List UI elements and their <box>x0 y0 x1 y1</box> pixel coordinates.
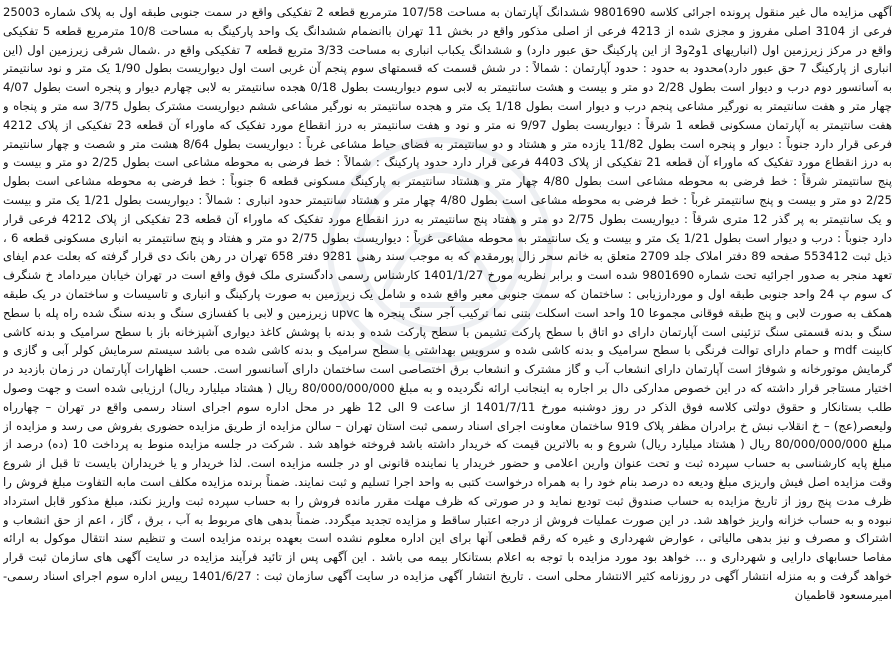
notice-body-text: آگهی مزایده مال غیر منقول پرونده اجرائی کلاسه 9801690 ششدانگ آپارتمان به مساحت 107/58 مترمربع قطعه 2 تفکیکی واقع در سمت جنوبی طبقه اول به پلاک شماره 25003 فرعی از 3104 اصلی مفروز و مجزی شده از 4213 فرعی از اصلی مذکور واقع در بخش 11 تهران باانضمام ششدانگ یک واحد پارکینگ به مساحت 10/8 مترمربع قطعه 5 تفکیکی واقع در مرکز زیرزمین اول (انباریهای 1و2و3 از این پارکینگ حق عبور دارد) و ششدانگ یکباب انباری به مساحت 3/33 متربع قطعه 7 تفکیکی واقع در .شمال شرقی زیرزمین اول (این انباری از پارکینگ 7 حق عبور دارد)محدود به حدود : حدود آپارتمان : شمالاً : در شش قسمت که قسمتهای سوم پنجم آن غربی است اول دیواریست بطول 1/90 یک متر و نود سانتیمتر به آسانسور دوم درب و دیوار است بطول 2/28 دو متر و بیست و هشت سانتیمتر به لابی سوم دیواریست بطول 0/18 هجده سانتیمتر به لابی چهارم دیوار و پنجره است بطول 4/07 چهار متر و هفت سانتیمتر به نورگیر مشاعی پنجم درب و دیوار است بطول 1/18 یک متر و هجده سانتیمتر به نورگیر مشاعی ششم دیواریست مشترک بطول 3/75 سه متر و پنجاه و هفت سانتیمتر به آپارتمان مسکونی قطعه 1 شرقاً : دیواریست بطول 9/97 نه متر و نود و هفت سانتیمتر به درز انقطاع مورد تفکیک که ماوراء آن قطعه 23 تفکیکی از پلاک 4212 فرعی قرار دارد جنوباً : دیوار و پنجره است بطول 11/82 یازده متر و هشتاد و دو سانتیمتر به فضای حیاط مشاعی غرباً : دیواریست بطول 8/64 هشت متر و شصت و چهار سانتیمتر به درز انقطاع مورد تفکیک که ماوراء آن قطعه 21 تفکیکی از پلاک 4403 فرعی قرار دارد حدود پارکینگ : شمالاً : خط فرضی به محوطه مشاعی است بطول 2/25 دو متر و بیست و پنج سانتیمتر شرقاً : خط فرضی به محوطه مشاعی است بطول 4/80 چهار متر و هشتاد سانتیمتر به پارکینگ مسکونی قطعه 6 جنوباً : خط فرضی به محوطه مشاعی است بطول 2/25 دو متر و بیست و پنج سانتیمتر غرباً : خط فرضی به محوطه مشاعی است بطول 4/80 چهار متر و هشتاد سانتیمتر حدود انباری : شمالاً : دیواریست بطول 1/21 یک متر و بیست و یک سانتیمتر به پر گذر 12 متری شرقاً : دیواریست بطول 2/75 دو متر و هفتاد پنج سانتیمتر به درز انقطاع مورد تفکیک که ماوراء آن قطعه 23 تفکیکی از پلاک 4212 فرعی قرار دارد جنوباً : درب و دیوار است بطول 1/21 یک متر و بیست و یک سانتیمتر به محوطه مشاعی غرباً : دیواریست بطول 2/75 دو متر و هفتاد و پنج سانتیمتر به انباری مسکونی قطعه 6 ، ذیل ثبت 553412 صفحه 89 دفتر املاک جلد 2709 متعلق به خانم سحر زال پورمقدم که به موجب سند رهنی 9281 دفتر 658 تهران در رهن بانک دی قرار گرفته که بعلت عدم ایفای تعهد منجر به صدور اجرائیه تحت شماره 9801690 شده است و برابر نظریه مورخ 1401/1/27 کارشناس رسمی دادگستری ملک فوق واقع است در تهران خیابان میرداماد خ شنگرف ک سوم پ 24 واحد جنوبی طبقه اول و موردارزیابی : ساختمان که سمت جنوبی معبر واقع شده و شامل یک زیرزمین به صورت پارکینگ و انباری و تاسیسات و ساختمان در یک طبقه همکف به صورت لابی و پنج طبقه فوقانی مجموعا 10 واحد است اسکلت بتنی نما ترکیب آجر سنگ پنجره ها upvc زیرزمین و لابی با کفسازی سنگ و بدنه سنگ شده راه پله با سطح سنگ و بدنه قسمتی سنگ تزئینی است آپارتمان دارای دو اتاق با سطح پارکت تشیمن با سطح پارکت شده و بدنه با پوشش کاغذ دیواری آشپزخانه باز با سطح سرامیک و بدنه کاشی کابینت mdf و حمام دارای توالت فرنگی با سطح سرامیک و بدنه کاشی شده و سرویس بهداشتی با سطح سرامیک و بدنه کاشی شده می باشد سیستم سرمایش کولر آبی و گازی و گرمایش موتورخانه و شوفاژ است آپارتمان دارای انشعاب آب و گاز مشترک و انشعاب برق اختصاصی است ساختمان دارای آسانسور است. حسب اظهارات آپارتمان در زمان بازدید در اختیار مستاجر قرار داشته که در این خصوص مدارکی دال بر اجاره به اینجانب ارائه نگردیده و به مبلغ 80/000/000/000 ریال ( هشتاد میلیارد ریال) ارزیابی شده است و جهت وصول طلب بستانکار و حقوق دولتی کلاسه فوق الذکر در روز دوشنبه مورخ 1401/7/11 از ساعت 9 الی 12 ظهر در محل اداره سوم اجرای اسناد رسمی واقع در تهران – چهارراه ولیعصر(عج) – خ انقلاب نبش خ برادران مظفر پلاک 919 ساختمان معاونت اجرای اسناد رسمی ثبت استان تهران – سالن مزایده از طریق مزایده حضوری بفروش می رسد و مزایده از مبلغ 80/000/000/000 ریال ( هشتاد میلیارد ریال) شروع و به بالاترین قیمت که خریدار داشته باشد فروخته خواهد شد . شرکت در جلسه مزایده منوط به پرداخت 10 (ده) درصد از مبلغ پایه کارشناسی به حساب سپرده ثبت و تحت عنوان وارین اعلامی و حضور خریدار یا نماینده قانونی او در جلسه مزایده است. لذا خریدار و یا خریداران بایست تا قبل از شروع وقت مزایده اصل فیش واریزی مبلغ ودیعه ده درصد بنام خود را به همراه درخواست کتبی به واحد اجرا تسلیم و ثبت نمایند. ضمناً برنده مزایده مکلف است مابه التفاوت مبلغ فروش را ظرف مدت پنج روز از تاریخ مزایده به حساب صندوق ثبت تودیع نماید و در صورتی که ظرف مهلت مقرر مانده فروش را به حساب سپرده ثبت واریز نکند، مبلغ مذکور قابل استرداد نبوده و به حساب خزانه واریز خواهد شد. در این صورت عملیات فروش از درجه اعتبار ساقط و مزایده تجدید میگردد. ضمناً بدهی های مربوط به آب ، برق ، گاز ، اعم از حق انشعاب و اشتراک و مصرف و نیز بدهی مالیاتی ، عوارض شهرداری و غیره که رقم قطعی آنها برای این اداره معلوم نشده است بعهده برنده مزایده است و تنظیم سند انتقال موکول به ارائه مفاصا حسابهای دارایی و شهرداری و ... خواهد بود مورد مزایده با توجه به اعلام بستانکار بیمه می باشد . این آگهی پس از تائید فرآیند مزایده در سایت آگهی های سازمان ثبت قرار خواهد گرفت و به منزله انتشار آگهی در روزنامه کثیر الانتشار محلی است . تاریخ انتشار آگهی مزایده در سایت آگهی سازمان ثبت : 1401/6/27 رییس اداره سوم اجرای اسناد رسمی- امیرمسعود قاطمیان <box>3 5 892 602</box>
auction-notice <box>3 3 892 648</box>
